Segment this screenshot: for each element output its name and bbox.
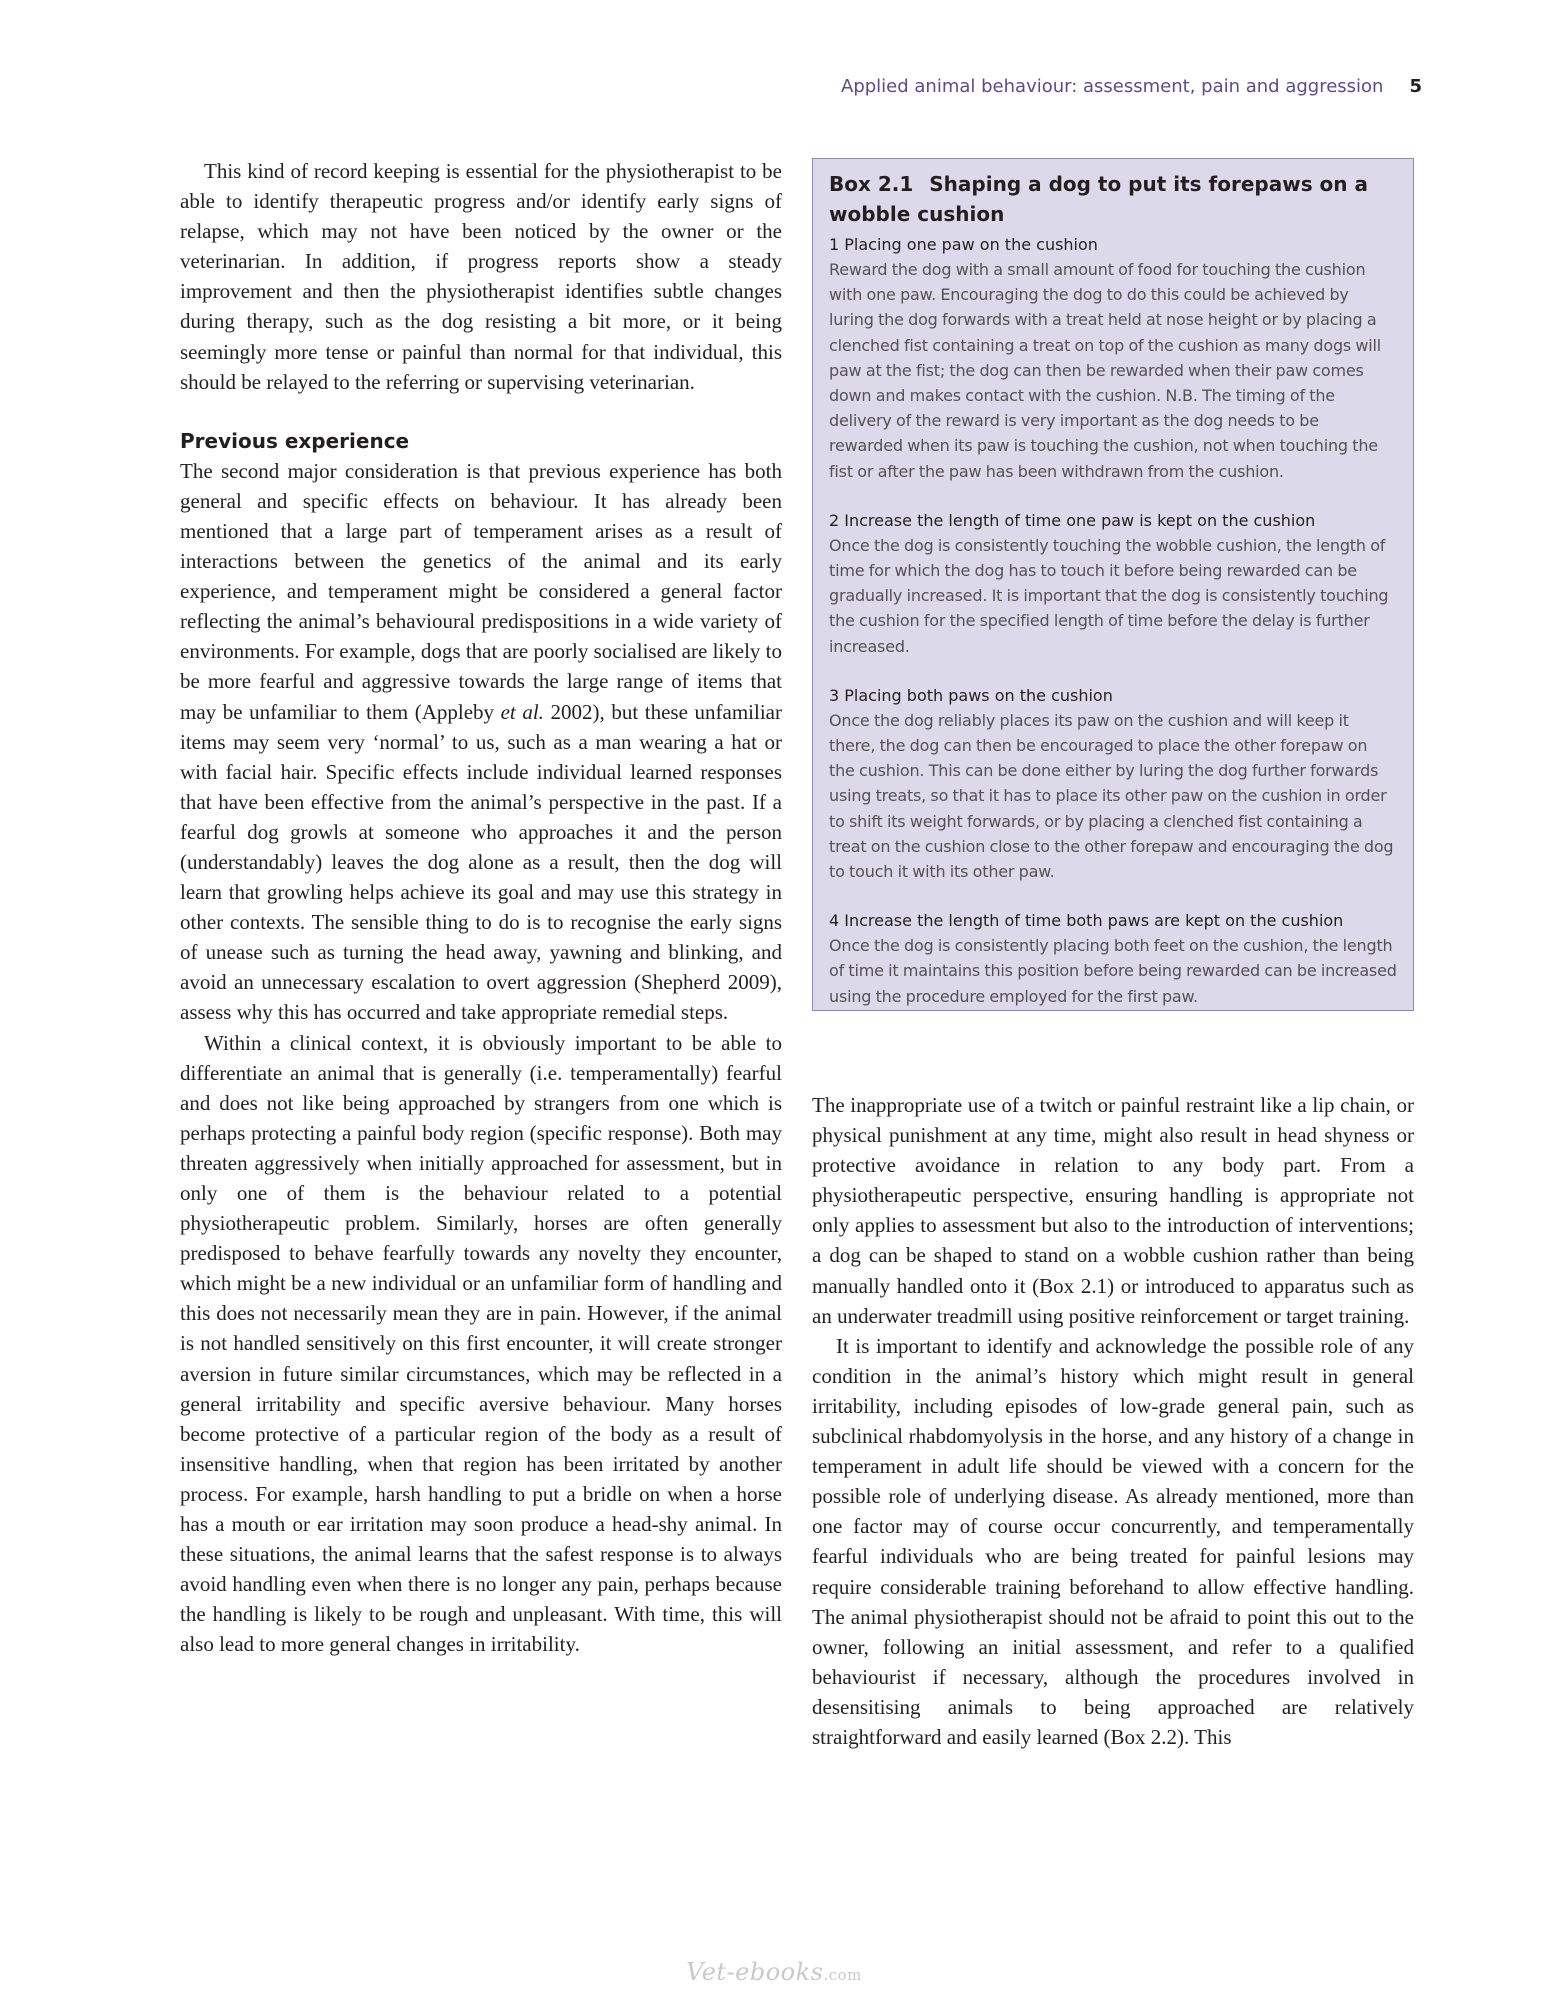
paragraph-text: 2002), but these unfamiliar items may seem very ‘normal’ to us, such as a man wearing a hat or with facial hair. Specific effects include individual learned responses that have been effective from the animal’s perspective in the past. If a fearful dog growls at someone who approaches it and the person (understandably) leaves the dog alone as a result, then the dog will learn that growling helps achieve its goal and may use this strategy in other contexts. The sensible thing to do is to recognise the early signs of unease such as turning the head away, yawning and blinking, and avoid an unnecessary escalation to overt aggression (Shepherd 2009), assess why this has occurred and take appropriate remedial steps. (180, 699, 782, 1025)
box-number: Box 2.1 (829, 172, 914, 196)
step-text: Once the dog is consistently placing both feet on the cushion, the length of time it maintains this position before being rewarded can be increased using the procedure employed for the first paw. (829, 936, 1397, 1006)
running-head (841, 76, 1422, 97)
paragraph: This kind of record keeping is essential for the physiotherapist to be able to identify therapeutic progress and/or identify early signs of relapse, which may not have been noticed by the owner or the veterinarian. In addition, if progress reports show a steady improvement and then the physiotherapist identifies subtle changes during therapy, such as the dog resisting a bit more, or it being seemingly more tense or painful than normal for that individual, this should be relayed to the referring or supervising veterinarian. (180, 159, 782, 394)
box-2-1 (812, 158, 1414, 1011)
watermark-logo (0, 1958, 1548, 1986)
box-step (829, 232, 1397, 484)
paragraph: It is important to identify and acknowledge the possible role of any condition in the animal’s history which might result in general irritability, including episodes of low-grade general pain, such as subclinical rhabdomyolysis in the horse, and any history of a change in temperament in adult life should be viewed with a concern for the possible role of underlying disease. As already mentioned, more than one factor may of course occur concurrently, and temperamentally fearful individuals who are being treated for painful lesions may require considerable training beforehand to allow effective handling. The animal physiotherapist should not be afraid to point this out to the owner, following an initial assessment, and refer to a qualified behaviourist if necessary, although the procedures involved in desensitising animals to being approached are relatively straightforward and easily learned (Box 2.2). This (812, 1333, 1414, 1749)
paragraph (180, 456, 782, 1028)
watermark-name: Vet-ebooks (686, 1958, 824, 1986)
running-head-title: Applied animal behaviour: assessment, pain and aggression (841, 76, 1384, 97)
paragraph: The inappropriate use of a twitch or painful restraint like a lip chain, or physical punishment at any time, might also result in head shyness or protective avoidance in relation to any body part. From a physiotherapeutic perspective, ensuring handling is appropriate not only applies to assessment but also to the introduction of interventions; a dog can be shaped to stand on a wobble cushion rather than being manually handled onto it (Box 2.1) or introduced to apparatus such as an underwater treadmill using positive reinforcement or target training. (812, 1093, 1414, 1328)
step-heading: 2 Increase the length of time one paw is kept on the cushion (829, 510, 1316, 530)
step-heading: 1 Placing one paw on the cushion (829, 235, 1098, 254)
step-heading: 3 Placing both paws on the cushion (829, 685, 1113, 705)
step-text: Reward the dog with a small amount of food for touching the cushion with one paw. Encouraging the dog to do this could be achieved by luring the dog forwards with a treat held at nose height or by placing a clenched fist containing a treat on top of the cushion as many dogs will paw at the fist; the dog can then be rewarded when their paw comes down and makes contact with the cushion. N.B. The timing of the delivery of the reward is very important as the dog needs to be rewarded when its paw is touching the cushion, not when touching the fist or after the paw has been withdrawn from the cushion. (829, 260, 1382, 481)
page-number: 5 (1409, 76, 1422, 97)
et-al-citation: et al. (500, 699, 544, 724)
step-heading: 4 Increase the length of time both paws are kept on the cushion (829, 911, 1344, 931)
paragraph: Within a clinical context, it is obviously important to be able to differentiate an animal that is generally (i.e. temperamentally) fearful and does not like being approached by strangers from one which is perhaps protecting a painful body region (specific response). Both may threaten aggressively when initially approached for assessment, but in only one of them is the behaviour related to a potential physiotherapeutic problem. Similarly, horses are often generally predisposed to behave fearfully towards any novelty they encounter, which might be a new individual or an unfamiliar form of handling and this does not necessarily mean they are in pain. However, if the animal is not handled sensitively on this first encounter, it will create stronger aversion in future similar circumstances, which may be reflected in a general irritability and specific aversive behaviour. Many horses become protective of a particular region of the body as a result of insensitive handling, when that region has been irritated by another process. For example, harsh handling to put a bridle on when a horse has a mouth or ear irritation may soon produce a head-shy animal. In these situations, the animal learns that the safest response is to always avoid handling even when there is no longer any pain, perhaps because the handling is likely to be rough and unpleasant. With time, this will also lead to more general changes in irritability. (180, 1030, 782, 1657)
paragraph-text: The second major consideration is that previous experience has both general and specific effects on behaviour. It has already been mentioned that a large part of temperament arises as a result of interactions between the genetics of the animal and its early experience, and temperament might be considered a general factor reflecting the animal’s behavioural predispositions in a wide variety of environments. For example, dogs that are poorly socialised are likely to be more fearful and aggressive towards the large range of items that may be unfamiliar to them (Appleby (180, 458, 782, 724)
step-text: Once the dog is consistently touching the wobble cushion, the length of time for which the dog has to touch it before being rewarded can be gradually increased. It is important that the dog is consistently touching the cushion for the specified length of time before the delay is further increased. (829, 535, 1389, 656)
box-step (829, 683, 1397, 884)
left-column (180, 156, 782, 1660)
box-step (829, 508, 1397, 659)
section-heading: Previous experience (180, 428, 410, 453)
box-title-text: Shaping a dog to put its forepaws on a wobble cushion (829, 172, 1368, 226)
box-step (829, 908, 1397, 1009)
box-title (829, 169, 1397, 229)
right-column (812, 1090, 1414, 1752)
step-text: Once the dog reliably places its paw on the cushion and will keep it there, the dog can then be encouraged to place the other forepaw on the cushion. This can be done either by luring the dog further forwards using treats, so that it has to place its other paw on the cushion in order to shift its weight forwards, or by placing a clenched fist containing a treat on the cushion close to the other forepaw and encouraging the dog to touch it with its other paw. (829, 710, 1394, 882)
watermark-suffix: .com (823, 1966, 862, 1984)
